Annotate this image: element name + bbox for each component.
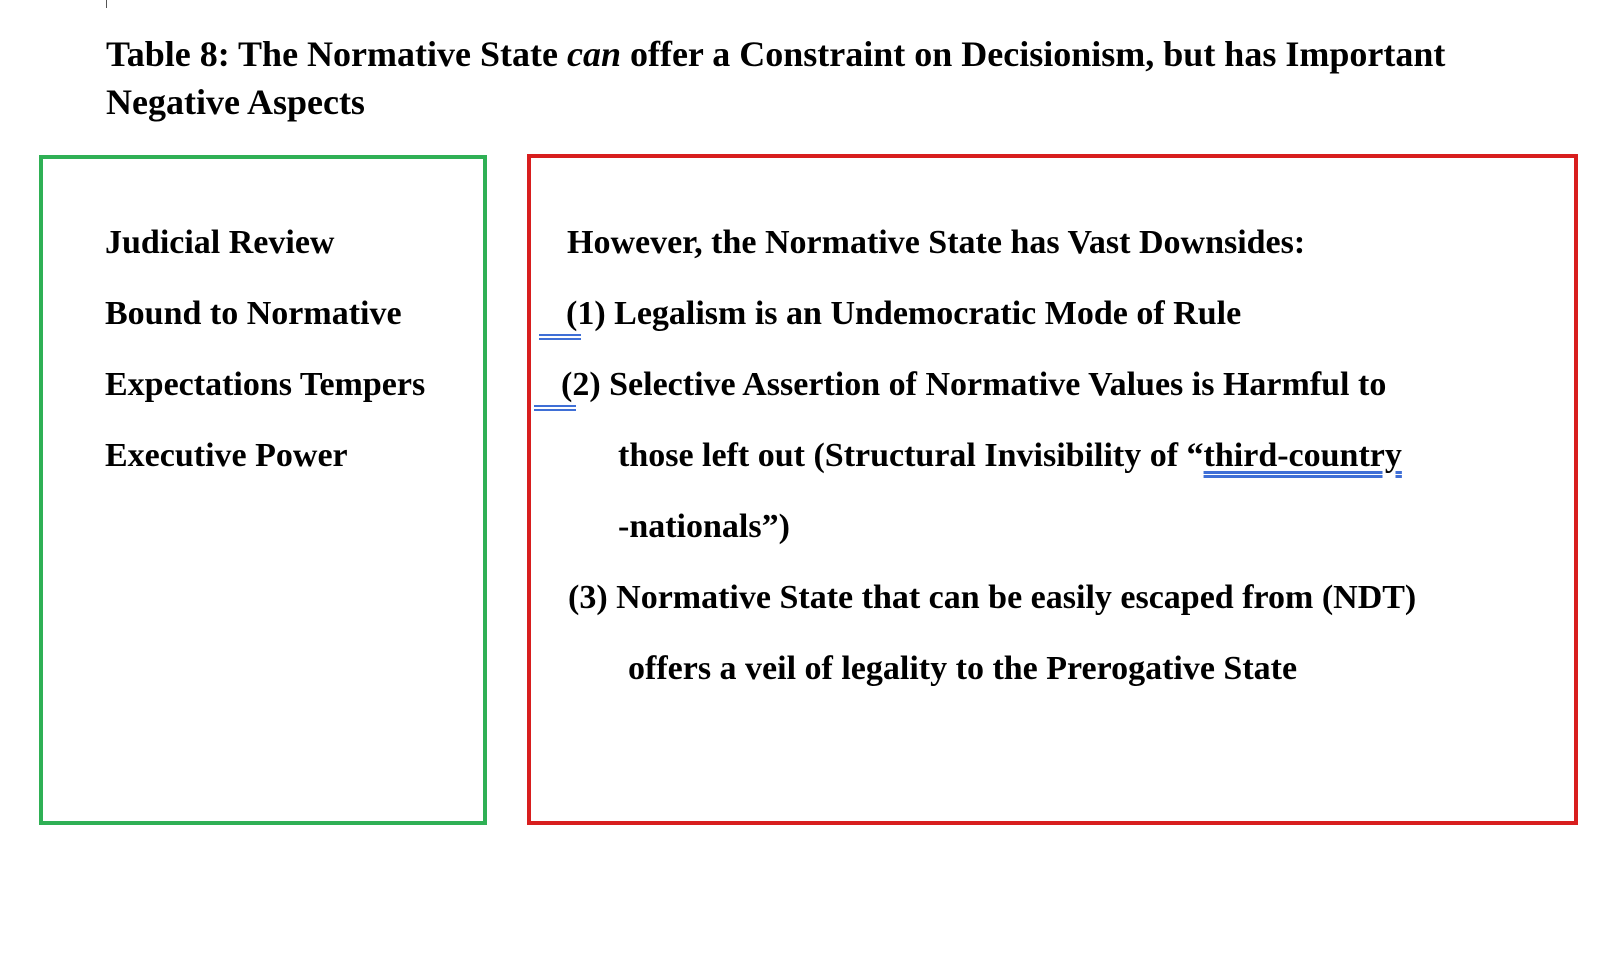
title-prefix: Table 8: The Normative State — [106, 34, 567, 74]
right-heading: However, the Normative State has Vast Downsides: — [567, 224, 1306, 261]
downside-item-2-line-1: (2) Selective Assertion of Normative Values is Harmful to — [561, 366, 1387, 403]
title-emphasis: can — [566, 34, 621, 74]
flagged-word-third-country[interactable]: third-country — [1203, 437, 1402, 474]
downside-item-2-line-2 — [618, 436, 1402, 476]
left-line-3: Expectations Tempers — [105, 366, 426, 403]
left-line-4: Executive Power — [105, 437, 348, 474]
text-cursor-mark — [106, 0, 107, 8]
proofing-mark-1 — [539, 334, 581, 340]
left-line-2: Bound to Normative — [105, 295, 402, 332]
downside-item-1: (1) Legalism is an Undemocratic Mode of Rule — [566, 295, 1242, 332]
downside-item-3-line-2: offers a veil of legality to the Prerogative State — [628, 650, 1298, 687]
downside-item-3-line-1: (3) Normative State that can be easily escaped from (NDT) — [568, 579, 1417, 616]
title-suffix: offer a Constraint on Decisionism, but has Important Negative Aspects — [106, 34, 1446, 122]
proofing-mark-2 — [534, 405, 576, 411]
downside-item-2-line-3: -nationals”) — [618, 508, 790, 545]
item-2-line-2-text: those left out (Structural Invisibility of “ — [618, 437, 1204, 474]
table-title — [106, 30, 1586, 126]
left-line-1: Judicial Review — [105, 224, 335, 261]
